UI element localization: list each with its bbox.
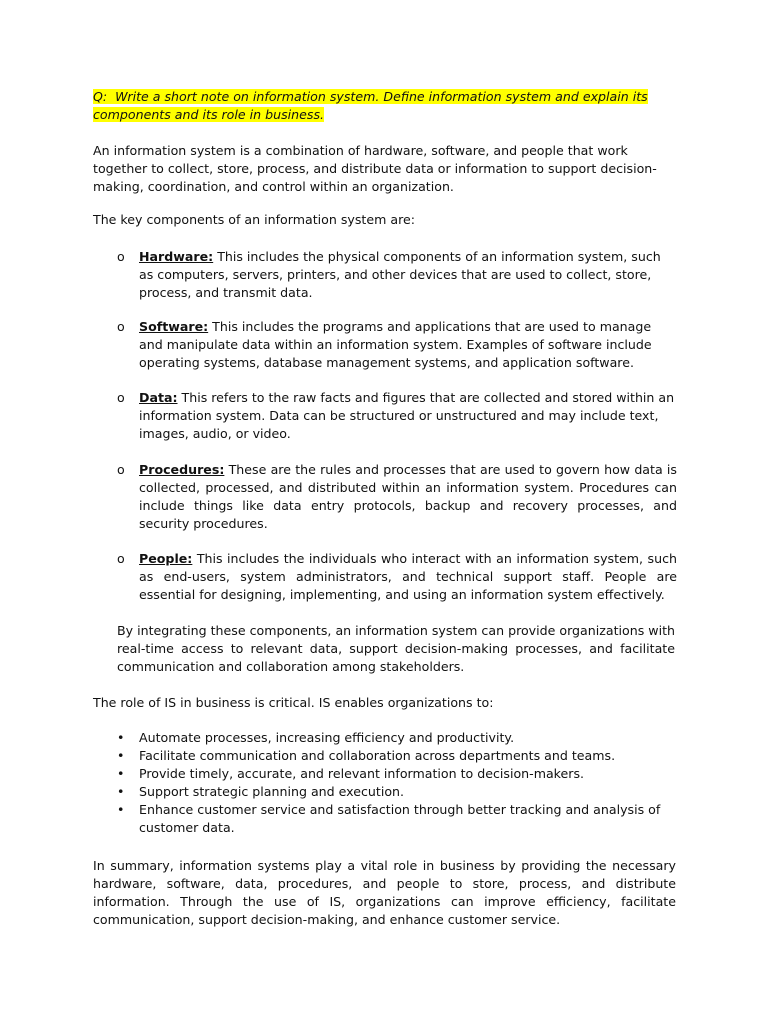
component-body <box>139 318 677 372</box>
component-marker: o <box>117 390 125 405</box>
component-marker: o <box>117 551 125 566</box>
component-text: This refers to the raw facts and figures that are collected and stored within an information system. Data can be structured or unstructured and may include text, images, audio, or video. <box>139 390 675 441</box>
component-item-software <box>117 318 677 372</box>
role-text: Enhance customer service and satisfaction through better tracking and analysis of customer data. <box>139 802 661 835</box>
question-highlight <box>93 89 648 122</box>
component-text: This includes the physical components of an information system, such as computers, servers, printers, and other devices that are used to collect, store, process, and transmit data. <box>139 249 661 300</box>
role-heading: The role of IS in business is critical. IS enables organizations to: <box>93 695 494 710</box>
components-heading: The key components of an information system are: <box>93 212 415 227</box>
component-marker: o <box>117 319 125 334</box>
list-item <box>117 729 677 747</box>
component-text: This includes the individuals who interact with an information system, such as end-users, system administrators, and technical support staff. People are essential for designing, implementing, and using an information system effectively. <box>139 551 677 602</box>
component-body <box>139 389 677 443</box>
list-item <box>117 747 677 765</box>
list-item <box>117 783 677 801</box>
component-item-people <box>117 550 677 604</box>
summary-paragraph: In summary, information systems play a vital role in business by providing the necessary hardware, software, data, procedures, and people to store, process, and distribute information. Through the use of IS, organizations can improve efficiency, facilitate communication, support decision-making, and enhance customer service. <box>93 858 676 927</box>
bullet-marker: • <box>117 730 125 745</box>
component-text: This includes the programs and applications that are used to manage and manipulate data within an information system. Examples of software include operating systems, database management systems, and application software. <box>139 319 652 370</box>
role-list <box>117 729 677 837</box>
component-term: Data: <box>139 390 178 405</box>
component-term: Hardware: <box>139 249 214 264</box>
component-marker: o <box>117 462 125 477</box>
role-text: Provide timely, accurate, and relevant information to decision-makers. <box>139 766 585 781</box>
component-body <box>139 461 677 533</box>
role-text: Facilitate communication and collaboration across departments and teams. <box>139 748 616 763</box>
list-item <box>117 801 677 837</box>
list-item <box>117 765 677 783</box>
role-text: Automate processes, increasing efficiency and productivity. <box>139 730 515 745</box>
question-prefix: Q: <box>93 89 108 104</box>
component-body <box>139 248 677 302</box>
component-body <box>139 550 677 604</box>
component-term: Software: <box>139 319 209 334</box>
component-item-data <box>117 389 677 443</box>
bullet-marker: • <box>117 766 125 781</box>
bullet-marker: • <box>117 748 125 763</box>
intro-paragraph: An information system is a combination of hardware, software, and people that work together to collect, store, process, and distribute data or information to support decision-making, coordination, and control within an organization. <box>93 143 657 194</box>
component-item-procedures <box>117 461 677 533</box>
component-term: People: <box>139 551 193 566</box>
role-text: Support strategic planning and execution. <box>139 784 405 799</box>
question-text: Write a short note on information system. Define information system and explain its components and its role in business. <box>93 89 648 122</box>
component-item-hardware <box>117 248 677 302</box>
question-heading <box>93 88 653 124</box>
component-text: These are the rules and processes that are used to govern how data is collected, processed, and distributed within an information system. Procedures can include things like data entry protocols, backup and recovery processes, and security procedures. <box>139 462 677 531</box>
bullet-marker: • <box>117 802 125 817</box>
integration-paragraph: By integrating these components, an information system can provide organizations with real-time access to relevant data, support decision-making processes, and facilitate communication and collaboration among stakeholders. <box>117 623 675 674</box>
component-term: Procedures: <box>139 462 225 477</box>
component-marker: o <box>117 249 125 264</box>
bullet-marker: • <box>117 784 125 799</box>
